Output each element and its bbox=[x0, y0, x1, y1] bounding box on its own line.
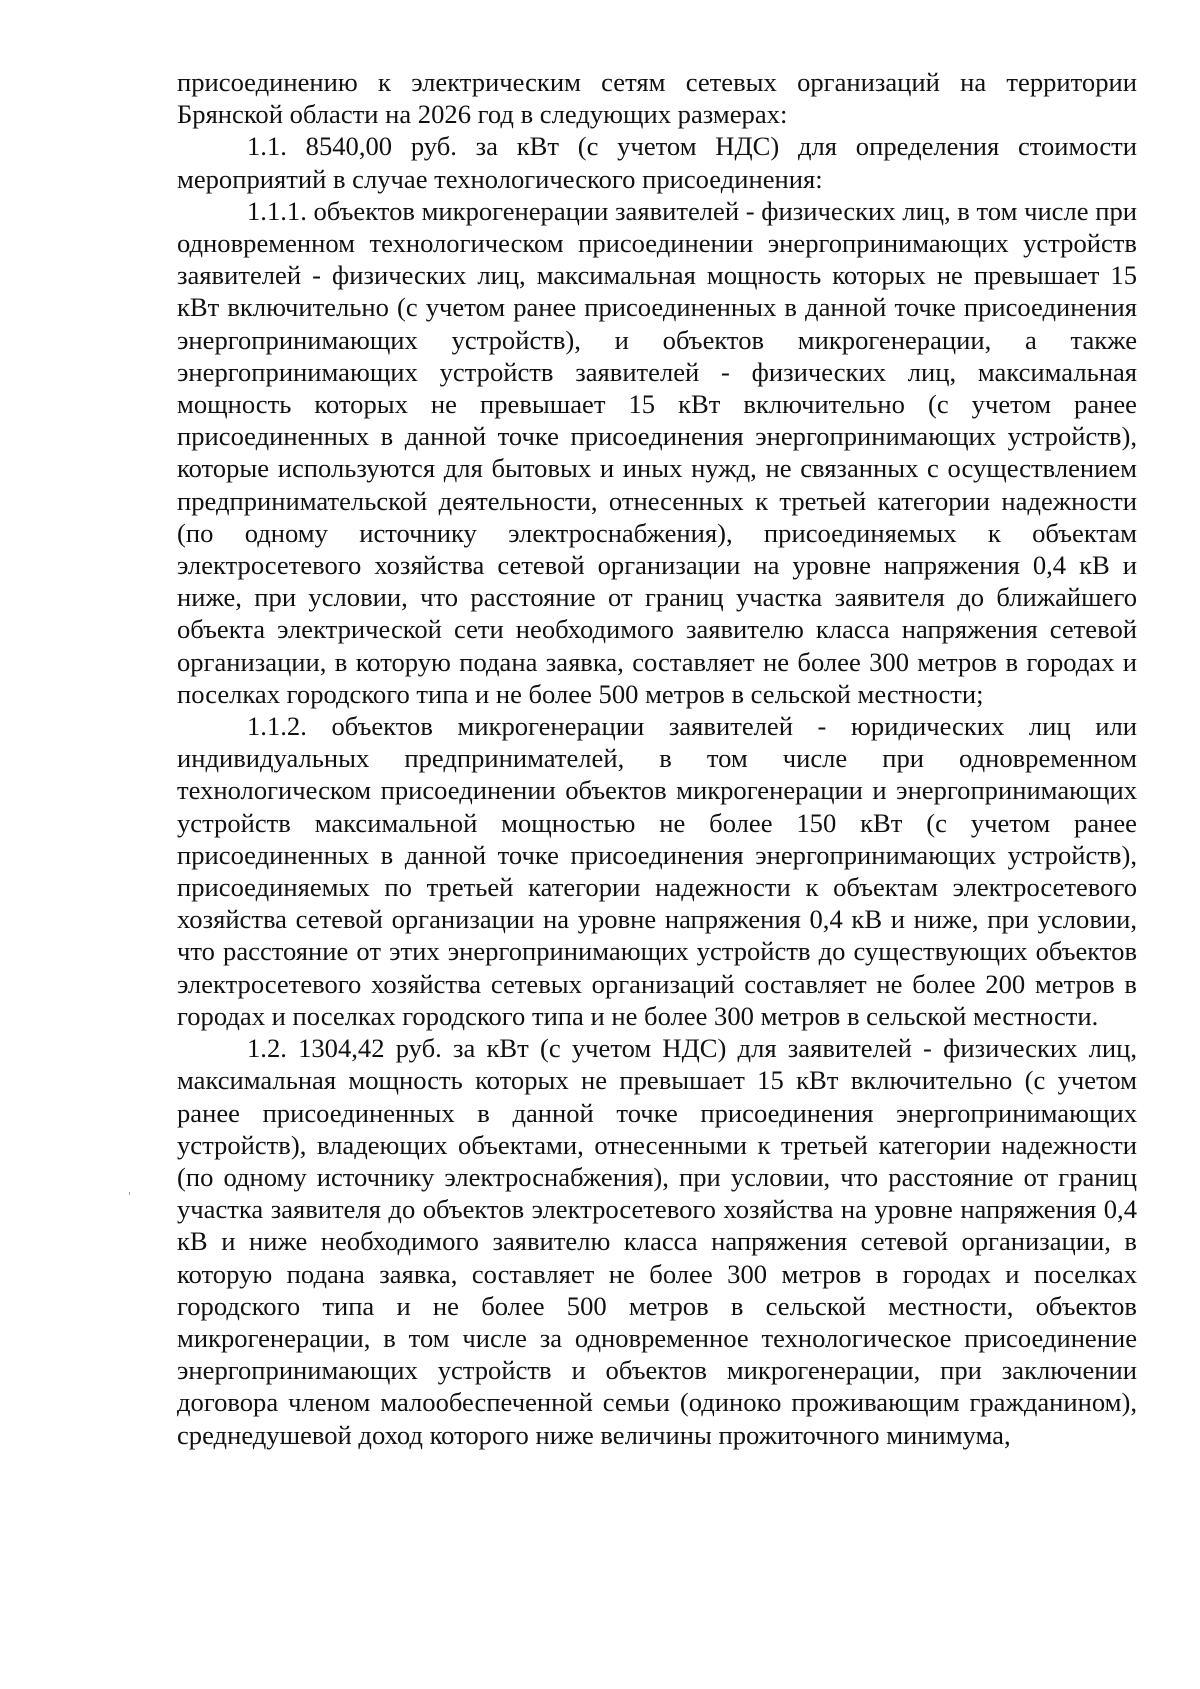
paragraph-1-1-2: 1.1.2. объектов микрогенерации заявителей - юридических лиц или индивидуальных предпринимателей, в том числе при одновременном технологическом присоединении объектов микрогенерации и энергопринимающих устройств максимальной мощностью не более 150 кВт (с учетом ранее присоединенных в данной точке присоединения энергопринимающих устройств), присоединяемых по третьей категории надежности к объектам электросетевого хозяйства сетевой организации на уровне напряжения 0,4 кВ и ниже, при условии, что расстояние от этих энергопринимающих устройств до существующих объектов электросетевого хозяйства сетевых организаций составляет не более 200 метров в городах и поселках городского типа и не более 300 метров в сельской местности. bbox=[177, 711, 1137, 1031]
paragraph-1-1: 1.1. 8540,00 руб. за кВт (с учетом НДС) для определения стоимости мероприятий в случае технологического присоединения: bbox=[177, 131, 1137, 194]
document-body bbox=[177, 66, 1137, 1451]
paragraph-continuation: присоединению к электрическим сетям сетевых организаций на территории Брянской области на 2026 год в следующих размерах: bbox=[177, 67, 1137, 130]
paragraph-1-2: 1.2. 1304,42 руб. за кВт (с учетом НДС) для заявителей - физических лиц, максимальная мощность которых не превышает 15 кВт включительно (с учетом ранее присоединенных в данной точке присоединения энергопринимающих устройств), владеющих объектами, отнесенными к третьей категории надежности (по одному источнику электроснабжения), при условии, что расстояние от границ участка заявителя до объектов электросетевого хозяйства на уровне напряжения 0,4 кВ и ниже необходимого заявителю класса напряжения сетевой организации, в которую подана заявка, составляет не более 300 метров в городах и поселках городского типа и не более 500 метров в сельской местности, объектов микрогенерации, в том числе за одновременное технологическое присоединение энергопринимающих устройств и объектов микрогенерации, при заключении договора членом малообеспеченной семьи (одиноко проживающим гражданином), среднедушевой доход которого ниже величины прожиточного минимума, bbox=[177, 1033, 1137, 1450]
paragraph-1-1-1: 1.1.1. объектов микрогенерации заявителей - физических лиц, в том числе при одновременном технологическом присоединении энергопринимающих устройств заявителей - физических лиц, максимальная мощность которых не превышает 15 кВт включительно (с учетом ранее присоединенных в данной точке присоединения энергопринимающих устройств), и объектов микрогенерации, а также энергопринимающих устройств заявителей - физических лиц, максимальная мощность которых не превышает 15 кВт включительно (с учетом ранее присоединенных в данной точке присоединения энергопринимающих устройств), которые используются для бытовых и иных нужд, не связанных с осуществлением предпринимательской деятельности, отнесенных к третьей категории надежности (по одному источнику электроснабжения), присоединяемых к объектам электросетевого хозяйства сетевой организации на уровне напряжения 0,4 кВ и ниже, при условии, что расстояние от границ участка заявителя до ближайшего объекта электрической сети необходимого заявителю класса напряжения сетевой организации, в которую подана заявка, составляет не более 300 метров в городах и поселках городского типа и не более 500 метров в сельской местности; bbox=[177, 195, 1137, 709]
scan-speck bbox=[129, 1192, 130, 1195]
